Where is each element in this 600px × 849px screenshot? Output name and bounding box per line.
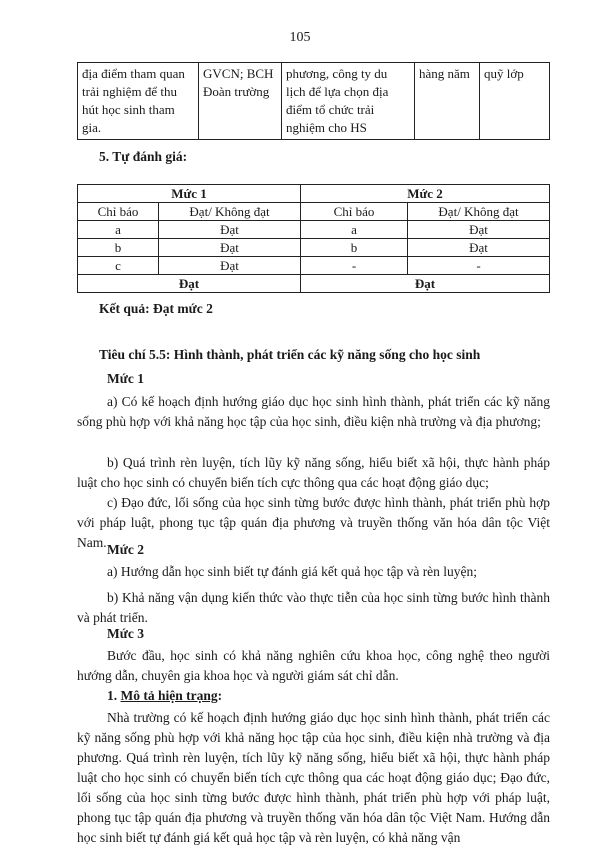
table-cell: quỹ lớp bbox=[480, 63, 550, 140]
evaluation-table bbox=[77, 184, 550, 293]
status-header: Đạt/ Không đạt bbox=[408, 203, 550, 221]
page-number: 105 bbox=[289, 30, 311, 45]
table-cell: c bbox=[78, 257, 159, 275]
table-row bbox=[78, 185, 550, 203]
section1-paragraph: Nhà trường có kế hoạch định hướng giáo dục học sinh hình thành, phát triển các kỹ năng sống phù hợp với khả năng học tập của học sinh, điều kiện nhà trường và địa phương. Quá trình rèn luyện, tích lũy kỹ năng sống, hiểu biết xã hội, thực hành pháp luật cho học sinh có chuyển biến tích cực thông qua các hoạt động giáo dục; Đạo đức, lối sống của học sinh từng bước được hình thành, phát triển phù hợp với pháp luật, phong tục tập quán địa phương và truyền thống văn hóa dân tộc Việt Nam. Hướng dẫn học sinh biết tự đánh giá kết quả học tập và rèn luyện, có khả năng vận bbox=[77, 710, 550, 845]
indicator-header: Chỉ báo bbox=[301, 203, 408, 221]
level2-total: Đạt bbox=[301, 275, 550, 293]
table-cell: hàng năm bbox=[415, 63, 480, 140]
level3-heading: Mức 3 bbox=[107, 626, 144, 641]
table-cell: Đạt bbox=[159, 221, 301, 239]
level1-item-b: b) Quá trình rèn luyện, tích lũy kỹ năng sống, hiểu biết xã hội, thực hành pháp luật cho học sinh có chuyển biến tích cực thông qua các hoạt động giáo dục; bbox=[77, 455, 550, 490]
level3-text: Bước đầu, học sinh có khả năng nghiên cứu khoa học, công nghệ theo người hướng dẫn, chuyên gia khoa học và người giám sát chỉ dẫn. bbox=[77, 648, 550, 683]
self-evaluation-heading: 5. Tự đánh giá: bbox=[99, 149, 188, 164]
table-row bbox=[78, 63, 550, 140]
level1-item-c: c) Đạo đức, lối sống của học sinh từng bước được hình thành, phát triển phù hợp với pháp luật, phong tục tập quán địa phương và truyền thống văn hóa dân tộc Việt Nam. bbox=[77, 495, 550, 550]
table-row bbox=[78, 221, 550, 239]
table-cell: GVCN; BCH Đoàn trường bbox=[199, 63, 282, 140]
status-header: Đạt/ Không đạt bbox=[159, 203, 301, 221]
section1-heading bbox=[107, 688, 222, 704]
section1-number: 1. bbox=[107, 688, 118, 703]
table-cell: b bbox=[78, 239, 159, 257]
table-cell: phương, công ty du lịch để lựa chọn địa điểm tổ chức trải nghiệm cho HS bbox=[282, 63, 415, 140]
table-cell: - bbox=[301, 257, 408, 275]
table-cell: Đạt bbox=[159, 239, 301, 257]
level2-heading: Mức 2 bbox=[107, 542, 144, 557]
criterion-title: Tiêu chí 5.5: Hình thành, phát triển các kỹ năng sống cho học sinh bbox=[99, 347, 481, 362]
table-cell: a bbox=[301, 221, 408, 239]
level1-total: Đạt bbox=[78, 275, 301, 293]
table-cell: b bbox=[301, 239, 408, 257]
table-cell: Đạt bbox=[408, 221, 550, 239]
result-line: Kết quả: Đạt mức 2 bbox=[99, 301, 213, 316]
level2-header: Mức 2 bbox=[301, 185, 550, 203]
table-row bbox=[78, 203, 550, 221]
indicator-header: Chỉ báo bbox=[78, 203, 159, 221]
section1-colon: : bbox=[217, 688, 223, 703]
level2-item-a: a) Hướng dẫn học sinh biết tự đánh giá kết quả học tập và rèn luyện; bbox=[107, 564, 478, 579]
table-row bbox=[78, 275, 550, 293]
level1-heading: Mức 1 bbox=[107, 371, 144, 386]
level2-item-b: b) Khả năng vận dụng kiến thức vào thực tiễn của học sinh từng bước hình thành và phát triển. bbox=[77, 590, 550, 625]
table-row bbox=[78, 257, 550, 275]
level1-item-a: a) Có kế hoạch định hướng giáo dục học sinh hình thành, phát triển các kỹ năng sống phù hợp với khả năng học tập của học sinh, điều kiện nhà trường và địa phương; bbox=[77, 394, 550, 429]
table-cell: địa điểm tham quan trải nghiệm để thu hút học sinh tham gia. bbox=[78, 63, 199, 140]
table-row bbox=[78, 239, 550, 257]
table-cell: Đạt bbox=[159, 257, 301, 275]
table-cell: - bbox=[408, 257, 550, 275]
level1-header: Mức 1 bbox=[78, 185, 301, 203]
table-cell: a bbox=[78, 221, 159, 239]
table-cell: Đạt bbox=[408, 239, 550, 257]
section1-title: Mô tả hiện trạng bbox=[120, 688, 218, 703]
plan-table-continuation bbox=[77, 62, 550, 140]
